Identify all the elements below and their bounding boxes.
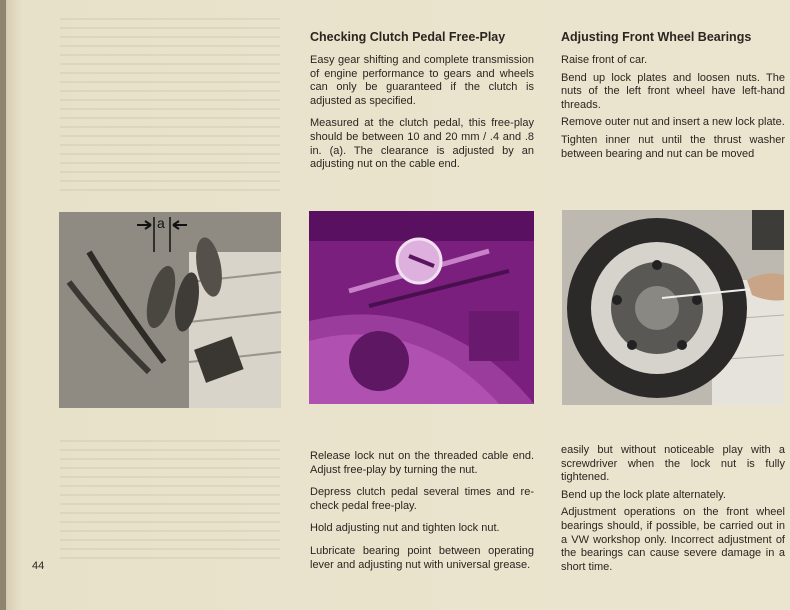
bearings-step-2: Bend up lock plates and loosen nuts. The nuts of the left front wheel have left-hand threads.: [561, 71, 785, 111]
bearings-step-6: Adjustment operations on the front wheel bearings should, if possible, be carried out in a VW workshop only. Incorrect adjustment of the bearings can cause severe damage in a short time.: [561, 506, 785, 573]
page-number: 44: [32, 560, 45, 572]
clutch-paragraph-4: Depress clutch pedal several times and re-check pedal free-play.: [310, 486, 534, 512]
bearings-section: [561, 30, 785, 170]
clutch-section: [310, 30, 534, 181]
bearings-step-4-continued: easily but without noticeable play with a screwdriver when the lock nut is fully tightened.: [561, 444, 785, 484]
bearings-heading: Adjusting Front Wheel Bearings: [561, 30, 752, 44]
front-wheel-photo: [562, 210, 784, 405]
clutch-steps: [310, 450, 534, 581]
bearings-step-4: Tighten inner nut until the thrust washer between bearing and nut can be moved: [561, 133, 785, 160]
free-play-label: a: [157, 215, 165, 231]
book-spine: [0, 0, 6, 610]
bearings-steps-continued: [561, 444, 785, 578]
show-through-text-lower: [60, 440, 280, 560]
clutch-paragraph-3: Release lock nut on the threaded cable end. Adjust free-play by turning the nut.: [310, 450, 534, 476]
show-through-text: [60, 18, 280, 198]
bearings-step-3: Remove outer nut and insert a new lock plate.: [561, 116, 785, 129]
clutch-cable-photo: [309, 211, 534, 404]
clutch-paragraph-6: Lubricate bearing point between operating lever and adjusting nut with universal grease.: [310, 544, 534, 571]
clutch-paragraph-5: Hold adjusting nut and tighten lock nut.: [310, 522, 500, 535]
pedal-photo: [59, 212, 281, 408]
clutch-paragraph-2: Measured at the clutch pedal, this free-play should be between 10 and 20 mm / .4 and .8 in. (a). The clearance is adjusted by an adjusting nut on the cable end.: [310, 117, 534, 171]
bearings-step-5: Bend up the lock plate alternately.: [561, 488, 726, 501]
bearings-step-1: Raise front of car.: [561, 54, 648, 66]
clutch-heading: Checking Clutch Pedal Free-Play: [310, 30, 506, 44]
clutch-paragraph-1: Easy gear shifting and complete transmission of engine performance to gears and wheels can only be guaranteed if the clutch is adjusted as specified.: [310, 54, 534, 107]
